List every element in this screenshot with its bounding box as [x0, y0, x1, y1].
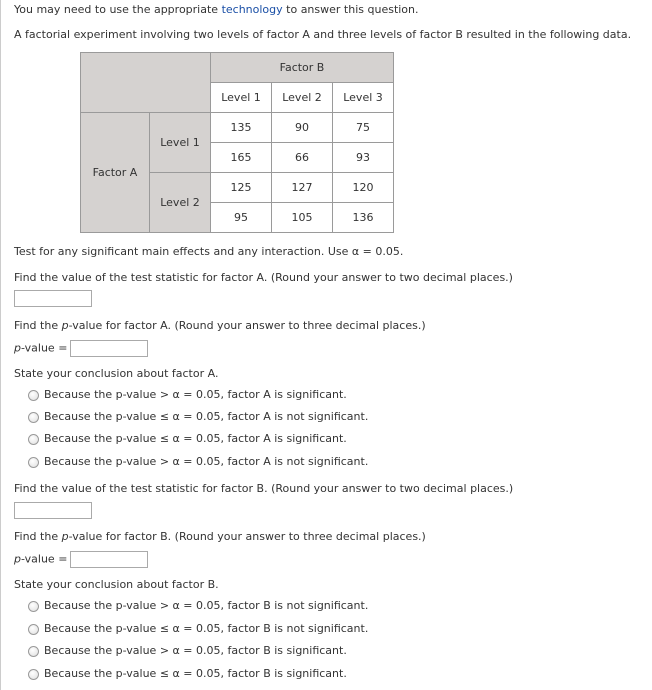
table-cell: 135	[211, 113, 272, 143]
technology-link[interactable]: technology	[221, 3, 283, 16]
option-a-4: Because the p-value > α = 0.05, factor A is not significant.	[44, 455, 369, 468]
option-b-4: Because the p-value ≤ α = 0.05, factor B is significant.	[44, 667, 347, 680]
conclusion-a-prompt: State your conclusion about factor A.	[14, 367, 219, 380]
table-cell: 93	[333, 143, 394, 173]
left-border	[0, 0, 1, 690]
table-cell: 120	[333, 173, 394, 203]
table-cell: 165	[211, 143, 272, 173]
radio-b-option-2[interactable]	[28, 624, 39, 635]
intro-text	[14, 3, 419, 17]
table-cell: 125	[211, 173, 272, 203]
radio-a-option-1[interactable]	[28, 390, 39, 401]
pvalue-label: -value =	[20, 552, 68, 566]
pvalue-a-input[interactable]	[70, 340, 148, 357]
question-stat-b: Find the value of the test statistic for factor B. (Round your answer to two decimal places.)	[14, 482, 514, 495]
row-level1: Level 1	[150, 113, 211, 173]
table-cell: 127	[272, 173, 333, 203]
option-a-2: Because the p-value ≤ α = 0.05, factor A is not significant.	[44, 410, 369, 423]
question-pvalue-a: Find the p-value for factor A. (Round your answer to three decimal places.)	[14, 319, 426, 332]
radio-b-option-1[interactable]	[28, 601, 39, 612]
radio-b-option-3[interactable]	[28, 646, 39, 657]
pvalue-label-p: p	[14, 552, 21, 566]
intro-suffix: to answer this question.	[282, 3, 419, 16]
col-header-level1: Level 1	[211, 83, 272, 113]
pvalue-label: -value =	[20, 341, 68, 355]
option-b-1: Because the p-value > α = 0.05, factor B is not significant.	[44, 599, 369, 612]
data-table	[80, 52, 394, 233]
radio-a-option-4[interactable]	[28, 457, 39, 468]
table-cell: 136	[333, 203, 394, 233]
conclusion-b-prompt: State your conclusion about factor B.	[14, 578, 219, 591]
table-cell: 66	[272, 143, 333, 173]
table-cell: 75	[333, 113, 394, 143]
stat-b-input[interactable]	[14, 502, 92, 519]
table-cell: 95	[211, 203, 272, 233]
factor-a-header: Factor A	[81, 113, 150, 233]
stat-a-input[interactable]	[14, 290, 92, 307]
pvalue-b-row	[14, 551, 148, 568]
col-header-level2: Level 2	[272, 83, 333, 113]
option-b-3: Because the p-value > α = 0.05, factor B is significant.	[44, 644, 347, 657]
row-level2: Level 2	[150, 173, 211, 233]
factor-b-header: Factor B	[211, 53, 394, 83]
radio-a-option-2[interactable]	[28, 412, 39, 423]
radio-a-option-3[interactable]	[28, 434, 39, 445]
question-stat-a: Find the value of the test statistic for factor A. (Round your answer to two decimal places.)	[14, 271, 513, 284]
option-a-3: Because the p-value ≤ α = 0.05, factor A is significant.	[44, 432, 347, 445]
pvalue-b-input[interactable]	[70, 551, 148, 568]
col-header-level3: Level 3	[333, 83, 394, 113]
table-corner	[81, 53, 211, 113]
pvalue-label-p: p	[14, 341, 21, 355]
instructions: Test for any significant main effects and any interaction. Use α = 0.05.	[14, 245, 404, 258]
option-b-2: Because the p-value ≤ α = 0.05, factor B is not significant.	[44, 622, 369, 635]
option-a-1: Because the p-value > α = 0.05, factor A is significant.	[44, 388, 347, 401]
intro-prefix: You may need to use the appropriate	[14, 3, 222, 16]
table-cell: 105	[272, 203, 333, 233]
pvalue-a-row	[14, 340, 148, 357]
table-cell: 90	[272, 113, 333, 143]
radio-b-option-4[interactable]	[28, 669, 39, 680]
problem-statement: A factorial experiment involving two levels of factor A and three levels of factor B resulted in the following data.	[14, 28, 632, 41]
question-pvalue-b: Find the p-value for factor B. (Round your answer to three decimal places.)	[14, 530, 426, 543]
